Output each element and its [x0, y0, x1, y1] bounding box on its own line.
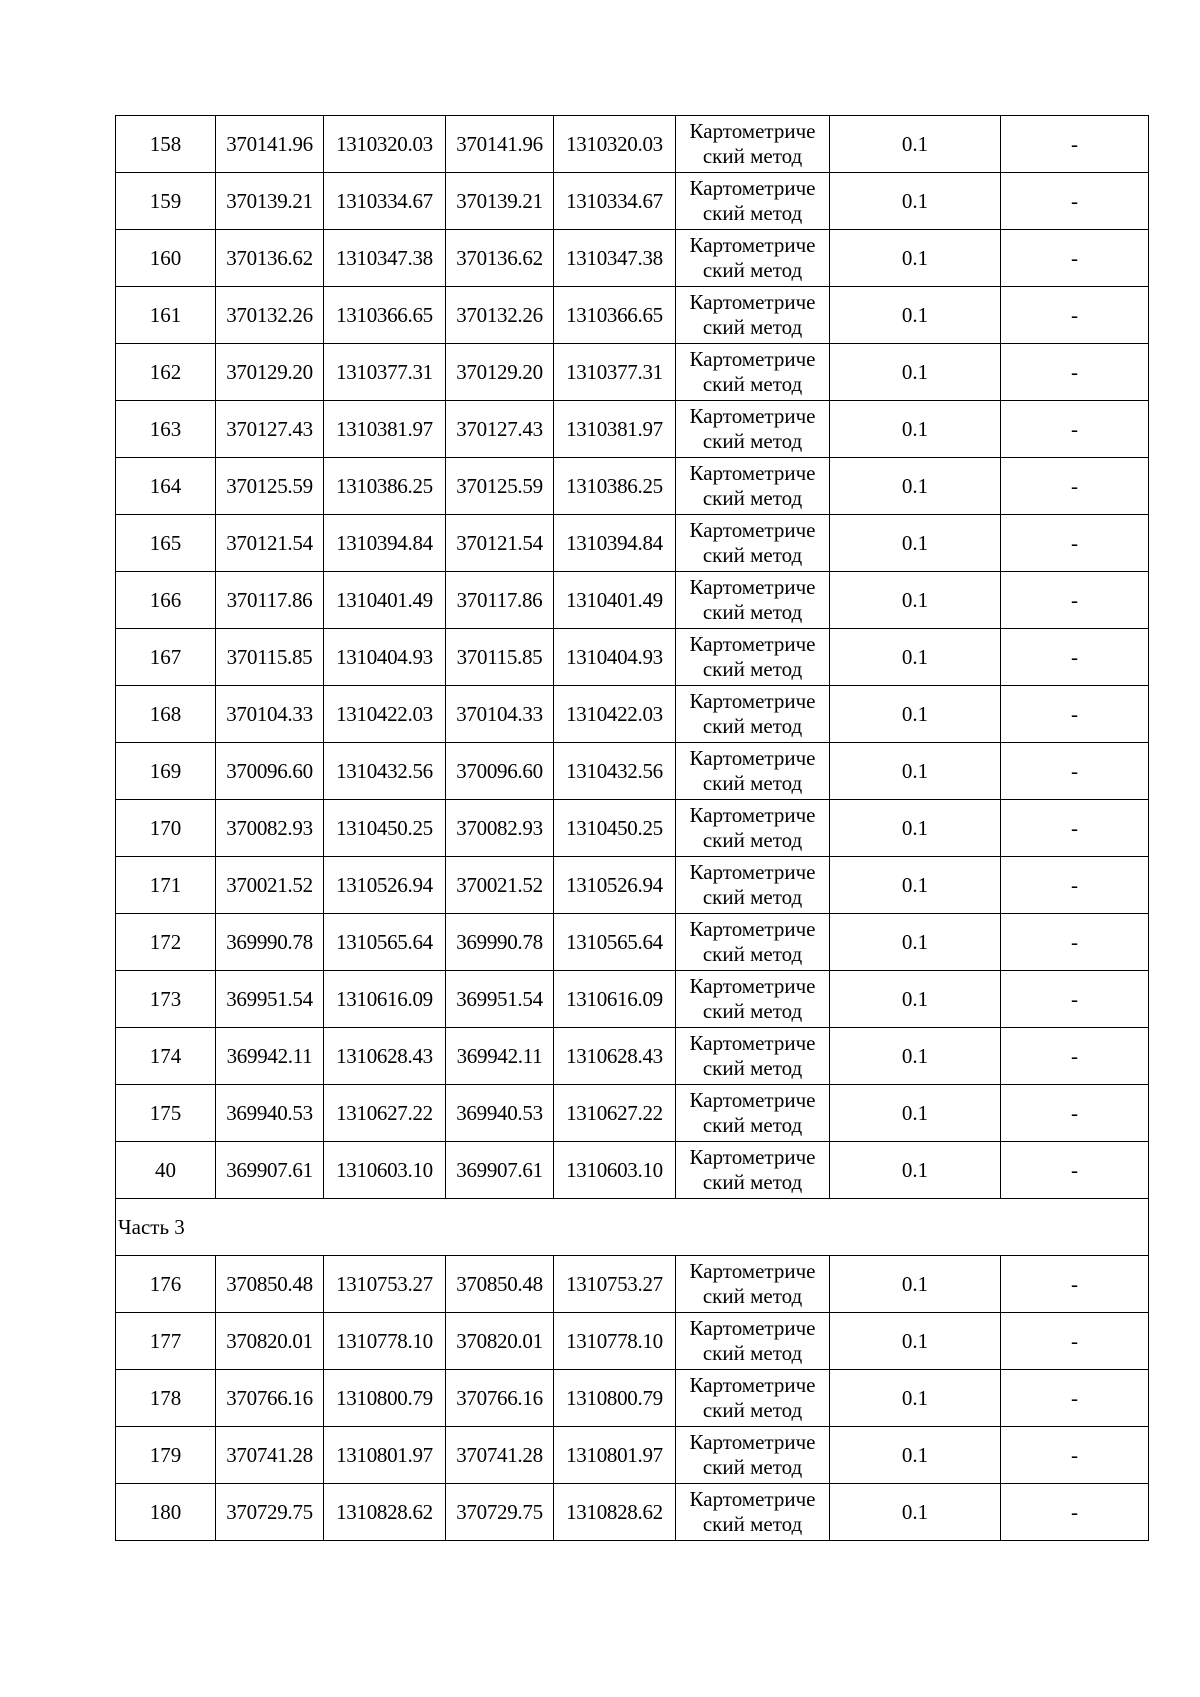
note-cell: -: [1001, 458, 1149, 515]
note-cell: -: [1001, 1427, 1149, 1484]
y-coordinate-cell: 1310828.62: [324, 1484, 446, 1541]
y-coordinate-cell: 1310386.25: [324, 458, 446, 515]
y-coordinate-cell: 1310347.38: [554, 230, 676, 287]
point-number-cell: 173: [116, 971, 216, 1028]
table-row: [116, 971, 1149, 1028]
y-coordinate-cell: 1310386.25: [554, 458, 676, 515]
method-line-1: Картометриче: [689, 916, 816, 941]
x-coordinate-cell: 369940.53: [446, 1085, 554, 1142]
method-line-2: ский метод: [702, 1512, 803, 1536]
x-coordinate-cell: 370096.60: [446, 743, 554, 800]
section-label: Часть 3: [116, 1199, 1149, 1256]
method-cell: [676, 1370, 830, 1427]
method-line-2: ский метод: [702, 657, 803, 681]
precision-cell: 0.1: [830, 1085, 1001, 1142]
x-coordinate-cell: 370741.28: [216, 1427, 324, 1484]
method-line-2: ский метод: [702, 999, 803, 1023]
x-coordinate-cell: 370132.26: [216, 287, 324, 344]
x-coordinate-cell: 370820.01: [446, 1313, 554, 1370]
y-coordinate-cell: 1310401.49: [554, 572, 676, 629]
method-cell: [676, 401, 830, 458]
method-line-2: ский метод: [702, 1113, 803, 1137]
y-coordinate-cell: 1310778.10: [554, 1313, 676, 1370]
table-row: [116, 1313, 1149, 1370]
x-coordinate-cell: 369907.61: [446, 1142, 554, 1199]
method-line-1: Картометриче: [689, 859, 816, 884]
method-cell: [676, 686, 830, 743]
x-coordinate-cell: 370850.48: [216, 1256, 324, 1313]
table-row: [116, 1484, 1149, 1541]
method-line-2: ский метод: [702, 258, 803, 282]
precision-cell: 0.1: [830, 458, 1001, 515]
point-number-cell: 176: [116, 1256, 216, 1313]
method-cell: [676, 173, 830, 230]
table-row: [116, 344, 1149, 401]
method-line-2: ский метод: [702, 1170, 803, 1194]
precision-cell: 0.1: [830, 800, 1001, 857]
method-line-1: Картометриче: [689, 517, 816, 542]
y-coordinate-cell: 1310616.09: [554, 971, 676, 1028]
y-coordinate-cell: 1310565.64: [324, 914, 446, 971]
method-line-1: Картометриче: [689, 1030, 816, 1055]
x-coordinate-cell: 370729.75: [216, 1484, 324, 1541]
precision-cell: 0.1: [830, 173, 1001, 230]
method-cell: [676, 116, 830, 173]
point-number-cell: 159: [116, 173, 216, 230]
point-number-cell: 161: [116, 287, 216, 344]
y-coordinate-cell: 1310422.03: [554, 686, 676, 743]
coordinates-table: [115, 115, 1149, 1541]
precision-cell: 0.1: [830, 914, 1001, 971]
method-line-2: ский метод: [702, 828, 803, 852]
x-coordinate-cell: 370136.62: [446, 230, 554, 287]
table-row: [116, 686, 1149, 743]
method-line-1: Картометриче: [689, 1372, 816, 1397]
x-coordinate-cell: 369942.11: [446, 1028, 554, 1085]
table-body: [116, 116, 1149, 1541]
x-coordinate-cell: 370115.85: [216, 629, 324, 686]
x-coordinate-cell: 370121.54: [446, 515, 554, 572]
y-coordinate-cell: 1310381.97: [554, 401, 676, 458]
x-coordinate-cell: 370125.59: [216, 458, 324, 515]
method-line-2: ский метод: [702, 1284, 803, 1308]
x-coordinate-cell: 369990.78: [446, 914, 554, 971]
method-cell: [676, 1313, 830, 1370]
x-coordinate-cell: 370136.62: [216, 230, 324, 287]
table-row: [116, 572, 1149, 629]
table-row: [116, 287, 1149, 344]
method-cell: [676, 1085, 830, 1142]
note-cell: -: [1001, 1370, 1149, 1427]
method-line-1: Картометриче: [689, 1486, 816, 1511]
x-coordinate-cell: 370729.75: [446, 1484, 554, 1541]
method-line-2: ский метод: [702, 201, 803, 225]
x-coordinate-cell: 370082.93: [216, 800, 324, 857]
note-cell: -: [1001, 230, 1149, 287]
precision-cell: 0.1: [830, 1313, 1001, 1370]
method-cell: [676, 800, 830, 857]
method-line-1: Картометриче: [689, 460, 816, 485]
precision-cell: 0.1: [830, 287, 1001, 344]
precision-cell: 0.1: [830, 1028, 1001, 1085]
x-coordinate-cell: 369940.53: [216, 1085, 324, 1142]
note-cell: -: [1001, 914, 1149, 971]
x-coordinate-cell: 370115.85: [446, 629, 554, 686]
y-coordinate-cell: 1310801.97: [324, 1427, 446, 1484]
x-coordinate-cell: 370766.16: [216, 1370, 324, 1427]
method-cell: [676, 971, 830, 1028]
y-coordinate-cell: 1310753.27: [554, 1256, 676, 1313]
point-number-cell: 169: [116, 743, 216, 800]
y-coordinate-cell: 1310320.03: [324, 116, 446, 173]
point-number-cell: 162: [116, 344, 216, 401]
x-coordinate-cell: 370820.01: [216, 1313, 324, 1370]
x-coordinate-cell: 370104.33: [216, 686, 324, 743]
x-coordinate-cell: 370121.54: [216, 515, 324, 572]
x-coordinate-cell: 369907.61: [216, 1142, 324, 1199]
x-coordinate-cell: 370139.21: [216, 173, 324, 230]
table-row: [116, 743, 1149, 800]
method-cell: [676, 458, 830, 515]
method-line-2: ский метод: [702, 543, 803, 567]
note-cell: -: [1001, 629, 1149, 686]
x-coordinate-cell: 370117.86: [216, 572, 324, 629]
point-number-cell: 174: [116, 1028, 216, 1085]
y-coordinate-cell: 1310404.93: [554, 629, 676, 686]
y-coordinate-cell: 1310628.43: [324, 1028, 446, 1085]
method-line-1: Картометриче: [689, 802, 816, 827]
table-row: [116, 629, 1149, 686]
note-cell: -: [1001, 1256, 1149, 1313]
note-cell: -: [1001, 971, 1149, 1028]
x-coordinate-cell: 370850.48: [446, 1256, 554, 1313]
note-cell: -: [1001, 1484, 1149, 1541]
method-cell: [676, 230, 830, 287]
method-line-1: Картометриче: [689, 688, 816, 713]
note-cell: -: [1001, 686, 1149, 743]
point-number-cell: 165: [116, 515, 216, 572]
y-coordinate-cell: 1310526.94: [554, 857, 676, 914]
method-line-1: Картометриче: [689, 232, 816, 257]
table-row: [116, 1256, 1149, 1313]
x-coordinate-cell: 370741.28: [446, 1427, 554, 1484]
point-number-cell: 166: [116, 572, 216, 629]
x-coordinate-cell: 370117.86: [446, 572, 554, 629]
precision-cell: 0.1: [830, 1256, 1001, 1313]
precision-cell: 0.1: [830, 515, 1001, 572]
y-coordinate-cell: 1310778.10: [324, 1313, 446, 1370]
method-line-1: Картометриче: [689, 175, 816, 200]
x-coordinate-cell: 370127.43: [216, 401, 324, 458]
method-line-1: Картометриче: [689, 973, 816, 998]
point-number-cell: 178: [116, 1370, 216, 1427]
y-coordinate-cell: 1310603.10: [324, 1142, 446, 1199]
y-coordinate-cell: 1310381.97: [324, 401, 446, 458]
x-coordinate-cell: 370129.20: [446, 344, 554, 401]
table-row: [116, 1028, 1149, 1085]
x-coordinate-cell: 370766.16: [446, 1370, 554, 1427]
y-coordinate-cell: 1310377.31: [554, 344, 676, 401]
method-line-2: ский метод: [702, 1341, 803, 1365]
x-coordinate-cell: 370096.60: [216, 743, 324, 800]
note-cell: -: [1001, 515, 1149, 572]
table-row: [116, 914, 1149, 971]
method-line-1: Картометриче: [689, 745, 816, 770]
point-number-cell: 172: [116, 914, 216, 971]
method-line-2: ский метод: [702, 942, 803, 966]
method-line-1: Картометриче: [689, 346, 816, 371]
note-cell: -: [1001, 1085, 1149, 1142]
method-line-2: ский метод: [702, 144, 803, 168]
precision-cell: 0.1: [830, 1142, 1001, 1199]
method-cell: [676, 344, 830, 401]
x-coordinate-cell: 370021.52: [446, 857, 554, 914]
method-cell: [676, 1256, 830, 1313]
precision-cell: 0.1: [830, 344, 1001, 401]
note-cell: -: [1001, 857, 1149, 914]
method-line-2: ский метод: [702, 1455, 803, 1479]
x-coordinate-cell: 369951.54: [216, 971, 324, 1028]
note-cell: -: [1001, 1028, 1149, 1085]
x-coordinate-cell: 370141.96: [216, 116, 324, 173]
method-cell: [676, 743, 830, 800]
point-number-cell: 158: [116, 116, 216, 173]
y-coordinate-cell: 1310366.65: [324, 287, 446, 344]
note-cell: -: [1001, 173, 1149, 230]
x-coordinate-cell: 370104.33: [446, 686, 554, 743]
x-coordinate-cell: 370132.26: [446, 287, 554, 344]
y-coordinate-cell: 1310320.03: [554, 116, 676, 173]
method-cell: [676, 515, 830, 572]
method-line-1: Картометриче: [689, 1315, 816, 1340]
x-coordinate-cell: 369990.78: [216, 914, 324, 971]
section-row: [116, 1199, 1149, 1256]
precision-cell: 0.1: [830, 1484, 1001, 1541]
method-line-1: Картометриче: [689, 574, 816, 599]
point-number-cell: 160: [116, 230, 216, 287]
table-row: [116, 515, 1149, 572]
y-coordinate-cell: 1310394.84: [324, 515, 446, 572]
table-row: [116, 173, 1149, 230]
method-cell: [676, 857, 830, 914]
table-row: [116, 116, 1149, 173]
precision-cell: 0.1: [830, 1370, 1001, 1427]
y-coordinate-cell: 1310565.64: [554, 914, 676, 971]
precision-cell: 0.1: [830, 857, 1001, 914]
y-coordinate-cell: 1310404.93: [324, 629, 446, 686]
precision-cell: 0.1: [830, 971, 1001, 1028]
y-coordinate-cell: 1310800.79: [554, 1370, 676, 1427]
precision-cell: 0.1: [830, 1427, 1001, 1484]
precision-cell: 0.1: [830, 401, 1001, 458]
method-line-2: ский метод: [702, 1398, 803, 1422]
point-number-cell: 40: [116, 1142, 216, 1199]
method-line-2: ский метод: [702, 771, 803, 795]
table-row: [116, 230, 1149, 287]
note-cell: -: [1001, 800, 1149, 857]
method-line-1: Картометриче: [689, 289, 816, 314]
point-number-cell: 163: [116, 401, 216, 458]
method-cell: [676, 914, 830, 971]
y-coordinate-cell: 1310603.10: [554, 1142, 676, 1199]
method-line-2: ский метод: [702, 714, 803, 738]
note-cell: -: [1001, 1142, 1149, 1199]
method-cell: [676, 287, 830, 344]
table-row: [116, 1427, 1149, 1484]
y-coordinate-cell: 1310432.56: [324, 743, 446, 800]
method-line-2: ский метод: [702, 372, 803, 396]
point-number-cell: 164: [116, 458, 216, 515]
y-coordinate-cell: 1310628.43: [554, 1028, 676, 1085]
method-line-2: ский метод: [702, 315, 803, 339]
method-cell: [676, 1028, 830, 1085]
note-cell: -: [1001, 401, 1149, 458]
method-line-1: Картометриче: [689, 631, 816, 656]
y-coordinate-cell: 1310401.49: [324, 572, 446, 629]
y-coordinate-cell: 1310394.84: [554, 515, 676, 572]
method-line-2: ский метод: [702, 429, 803, 453]
y-coordinate-cell: 1310627.22: [554, 1085, 676, 1142]
precision-cell: 0.1: [830, 572, 1001, 629]
table-row: [116, 1085, 1149, 1142]
method-line-1: Картометриче: [689, 403, 816, 428]
x-coordinate-cell: 370125.59: [446, 458, 554, 515]
y-coordinate-cell: 1310753.27: [324, 1256, 446, 1313]
method-cell: [676, 1484, 830, 1541]
precision-cell: 0.1: [830, 230, 1001, 287]
note-cell: -: [1001, 344, 1149, 401]
y-coordinate-cell: 1310422.03: [324, 686, 446, 743]
note-cell: -: [1001, 116, 1149, 173]
note-cell: -: [1001, 743, 1149, 800]
point-number-cell: 180: [116, 1484, 216, 1541]
x-coordinate-cell: 369951.54: [446, 971, 554, 1028]
y-coordinate-cell: 1310526.94: [324, 857, 446, 914]
y-coordinate-cell: 1310828.62: [554, 1484, 676, 1541]
x-coordinate-cell: 370127.43: [446, 401, 554, 458]
precision-cell: 0.1: [830, 116, 1001, 173]
method-cell: [676, 1142, 830, 1199]
y-coordinate-cell: 1310347.38: [324, 230, 446, 287]
y-coordinate-cell: 1310377.31: [324, 344, 446, 401]
point-number-cell: 167: [116, 629, 216, 686]
x-coordinate-cell: 370021.52: [216, 857, 324, 914]
y-coordinate-cell: 1310801.97: [554, 1427, 676, 1484]
method-cell: [676, 1427, 830, 1484]
note-cell: -: [1001, 1313, 1149, 1370]
note-cell: -: [1001, 572, 1149, 629]
table-row: [116, 401, 1149, 458]
table-row: [116, 857, 1149, 914]
y-coordinate-cell: 1310616.09: [324, 971, 446, 1028]
note-cell: -: [1001, 287, 1149, 344]
point-number-cell: 171: [116, 857, 216, 914]
y-coordinate-cell: 1310627.22: [324, 1085, 446, 1142]
method-line-1: Картометриче: [689, 1258, 816, 1283]
method-line-2: ский метод: [702, 600, 803, 624]
method-line-1: Картометриче: [689, 118, 816, 143]
method-cell: [676, 629, 830, 686]
table-row: [116, 1142, 1149, 1199]
method-line-1: Картометриче: [689, 1429, 816, 1454]
point-number-cell: 175: [116, 1085, 216, 1142]
y-coordinate-cell: 1310450.25: [324, 800, 446, 857]
table-row: [116, 1370, 1149, 1427]
y-coordinate-cell: 1310800.79: [324, 1370, 446, 1427]
x-coordinate-cell: 369942.11: [216, 1028, 324, 1085]
y-coordinate-cell: 1310334.67: [324, 173, 446, 230]
point-number-cell: 177: [116, 1313, 216, 1370]
method-cell: [676, 572, 830, 629]
x-coordinate-cell: 370082.93: [446, 800, 554, 857]
x-coordinate-cell: 370139.21: [446, 173, 554, 230]
table-row: [116, 800, 1149, 857]
y-coordinate-cell: 1310366.65: [554, 287, 676, 344]
x-coordinate-cell: 370141.96: [446, 116, 554, 173]
method-line-1: Картометриче: [689, 1087, 816, 1112]
x-coordinate-cell: 370129.20: [216, 344, 324, 401]
method-line-2: ский метод: [702, 486, 803, 510]
point-number-cell: 179: [116, 1427, 216, 1484]
point-number-cell: 168: [116, 686, 216, 743]
table-row: [116, 458, 1149, 515]
method-line-1: Картометриче: [689, 1144, 816, 1169]
precision-cell: 0.1: [830, 686, 1001, 743]
method-line-2: ский метод: [702, 1056, 803, 1080]
y-coordinate-cell: 1310450.25: [554, 800, 676, 857]
method-line-2: ский метод: [702, 885, 803, 909]
y-coordinate-cell: 1310432.56: [554, 743, 676, 800]
point-number-cell: 170: [116, 800, 216, 857]
precision-cell: 0.1: [830, 629, 1001, 686]
precision-cell: 0.1: [830, 743, 1001, 800]
y-coordinate-cell: 1310334.67: [554, 173, 676, 230]
